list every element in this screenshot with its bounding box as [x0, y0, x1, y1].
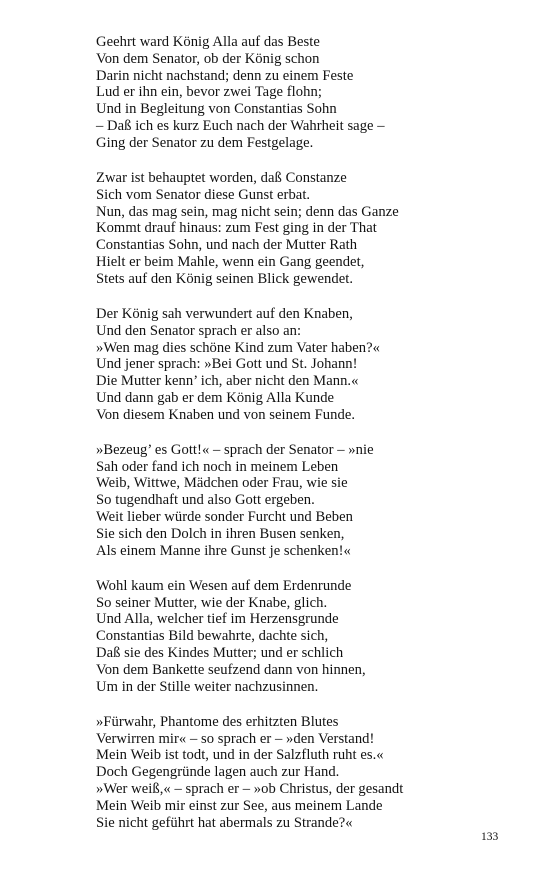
verse-line: So seiner Mutter, wie der Knabe, glich.	[96, 594, 328, 611]
verse-line: Kommt drauf hinaus: zum Fest ging in der That	[96, 220, 377, 237]
stanza-5	[96, 578, 516, 695]
verse-line: Weib, Wittwe, Mädchen oder Frau, wie sie	[96, 475, 348, 492]
verse-line: »Wer weiß,« – sprach er – »ob Christus, der gesandt	[96, 780, 404, 797]
verse-line: Doch Gegengründe lagen auch zur Hand.	[96, 764, 340, 781]
verse-line: Und jener sprach: »Bei Gott und St. Johann!	[96, 356, 358, 373]
verse-line: Und den Senator sprach er also an:	[96, 322, 302, 339]
verse-line: »Wen mag dies schöne Kind zum Vater haben?«	[96, 339, 380, 356]
verse-line: Wohl kaum ein Wesen auf dem Erdenrunde	[96, 577, 352, 594]
page-number: 133	[481, 831, 499, 843]
verse-line: Verwirren mir« – so sprach er – »den Verstand!	[96, 730, 375, 747]
stanza-6	[96, 714, 516, 831]
verse-line: Der König sah verwundert auf den Knaben,	[96, 305, 353, 322]
verse-line: Von diesem Knaben und von seinem Funde.	[96, 406, 356, 423]
verse-line: Stets auf den König seinen Blick gewendet.	[96, 270, 354, 287]
verse-line: Zwar ist behauptet worden, daß Constanze	[96, 169, 347, 186]
verse-line: Von dem Senator, ob der König schon	[96, 50, 320, 67]
verse-line: Lud er ihn ein, bevor zwei Tage flohn;	[96, 84, 322, 101]
verse-line: »Fürwahr, Phantome des erhitzten Blutes	[96, 713, 339, 730]
verse-line: Um in der Stille weiter nachzusinnen.	[96, 678, 319, 695]
verse-line: Weit lieber würde sonder Furcht und Beben	[96, 509, 354, 526]
stanza-1	[96, 34, 516, 151]
verse-line: – Daß ich es kurz Euch nach der Wahrheit sage –	[96, 117, 385, 134]
verse-line: Sie sich den Dolch in ihren Busen senken,	[96, 525, 345, 542]
verse-line: Und in Begleitung von Constantias Sohn	[96, 101, 337, 118]
verse-line: Als einem Manne ihre Gunst je schenken!«	[96, 542, 351, 559]
verse-line: Die Mutter kenn’ ich, aber nicht den Mann.«	[96, 373, 359, 390]
verse-line: Von dem Bankette seufzend dann von hinnen,	[96, 661, 366, 678]
verse-line: Mein Weib mir einst zur See, aus meinem Lande	[96, 797, 383, 814]
verse-line: Hielt er beim Mahle, wenn ein Gang geendet,	[96, 253, 365, 270]
verse-line: Sich vom Senator diese Gunst erbat.	[96, 186, 311, 203]
verse-line: Geehrt ward König Alla auf das Beste	[96, 34, 320, 50]
verse-line: Darin nicht nachstand; denn zu einem Feste	[96, 67, 354, 84]
verse-line: Und Alla, welcher tief im Herzensgrunde	[96, 611, 339, 628]
verse-line: Und dann gab er dem König Alla Kunde	[96, 389, 335, 406]
verse-line: Mein Weib ist todt, und in der Salzfluth ruht es.«	[96, 747, 384, 764]
stanza-4	[96, 442, 516, 559]
stanza-2	[96, 170, 516, 287]
verse-line: Nun, das mag sein, mag nicht sein; denn das Ganze	[96, 203, 399, 220]
verse-line: »Bezeug’ es Gott!« – sprach der Senator – »nie	[96, 441, 374, 458]
verse-line: So tugendhaft und also Gott ergeben.	[96, 492, 315, 509]
verse-line: Sie nicht geführt hat abermals zu Strande?«	[96, 814, 353, 831]
stanza-3	[96, 306, 516, 423]
verse-line: Constantias Bild bewahrte, dachte sich,	[96, 628, 329, 645]
verse-line: Ging der Senator zu dem Festgelage.	[96, 134, 314, 151]
poem-text	[96, 34, 516, 850]
verse-line: Daß sie des Kindes Mutter; und er schlich	[96, 645, 344, 661]
verse-line: Sah oder fand ich noch in meinem Leben	[96, 458, 339, 475]
verse-line: Constantias Sohn, und nach der Mutter Rath	[96, 237, 358, 254]
